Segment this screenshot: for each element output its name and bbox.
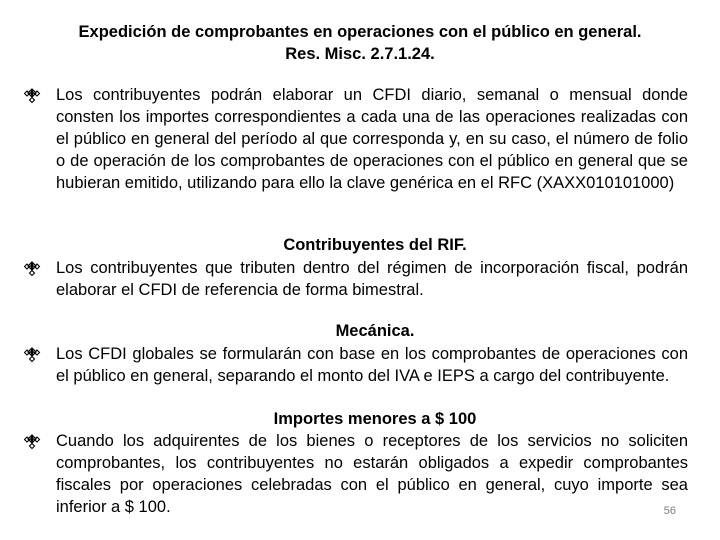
diamond-bullet-icon bbox=[24, 84, 50, 106]
section-heading-mecanica: Mecánica. bbox=[335, 322, 415, 340]
bullet-text: Los contribuyentes que tributen dentro del régimen de incorporación fiscal, podrán elaborar el CFDI de referencia de forma bimestral. bbox=[56, 259, 688, 299]
bullet-item bbox=[24, 257, 688, 301]
bullet-item bbox=[24, 84, 688, 194]
slide-title: Expedición de comprobantes en operaciones con el público en general. bbox=[78, 23, 642, 41]
diamond-bullet-icon bbox=[24, 257, 50, 279]
section-heading-importes-menores: Importes menores a $ 100 bbox=[273, 410, 477, 428]
section-heading-rif: Contribuyentes del RIF. bbox=[283, 236, 467, 254]
diamond-bullet-icon bbox=[24, 430, 50, 452]
page-number: 56 bbox=[663, 505, 676, 517]
bullet-item bbox=[24, 343, 688, 387]
bullet-text: Los CFDI globales se formularán con base en los comprobantes de operaciones con el público en general, separando el monto del IVA e IEPS a cargo del contribuyente. bbox=[56, 345, 688, 385]
bullet-text: Cuando los adquirentes de los bienes o receptores de los servicios no soliciten comprobantes, los contribuyentes no estarán obligados a expedir comprobantes fiscales por operaciones celebradas con el público en general, cuyo importe sea inferior a $ 100. bbox=[56, 432, 688, 516]
diamond-bullet-icon bbox=[24, 343, 50, 365]
bullet-item bbox=[24, 430, 688, 518]
slide-subtitle: Res. Misc. 2.7.1.24. bbox=[285, 45, 435, 63]
bullet-text: Los contribuyentes podrán elaborar un CFDI diario, semanal o mensual donde consten los importes correspondientes a cada una de las operaciones realizadas con el público en general del período al que corresponda y, en su caso, el número de folio o de operación de los comprobantes de operaciones con el público en general que se hubieran emitido, utilizando para ello la clave genérica en el RFC (XAXX010101000) bbox=[56, 86, 688, 192]
